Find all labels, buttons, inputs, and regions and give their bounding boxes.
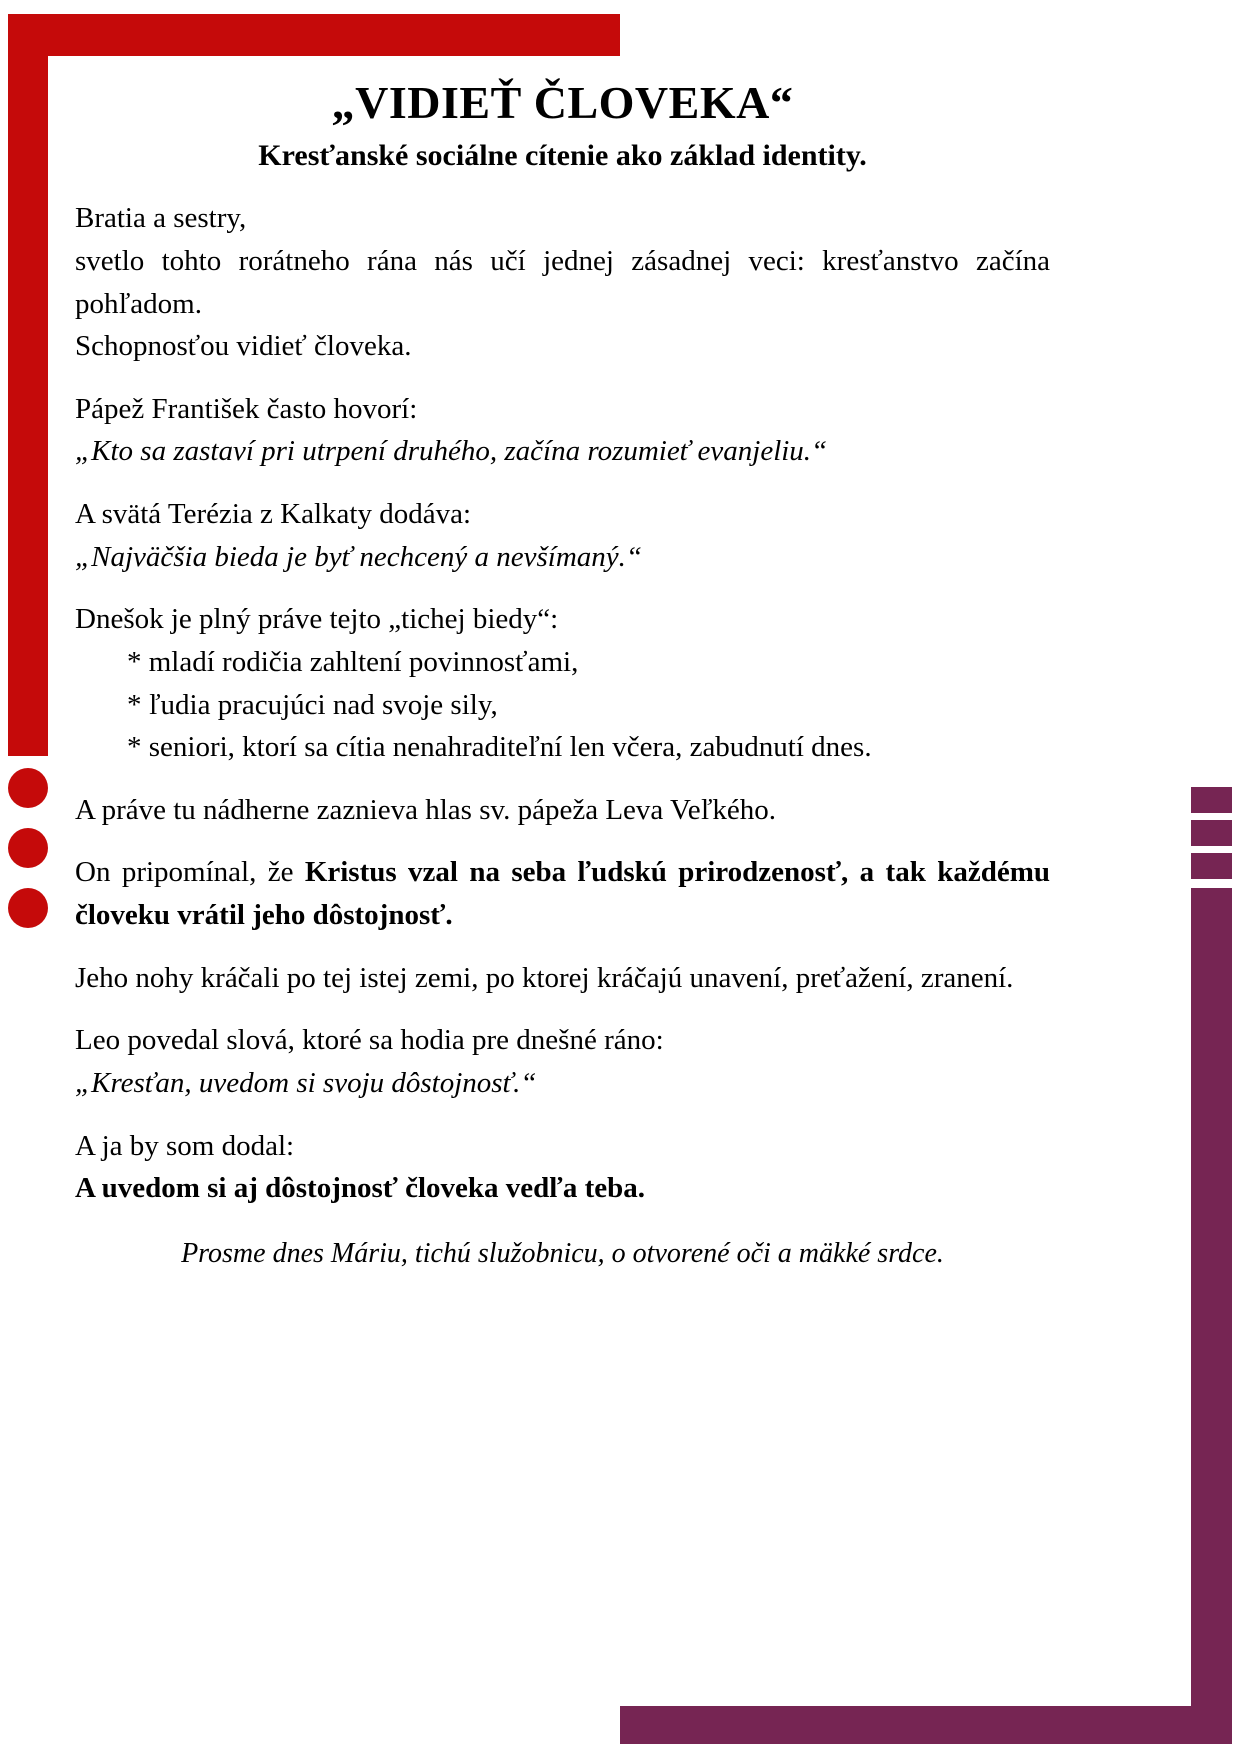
leo-feet-paragraph: Jeho nohy kráčali po tej istej zemi, po ktorej kráčajú unavení, preťažení, zranení. — [75, 961, 1014, 994]
list-item: * seniori, ktorí sa cítia nenahraditeľní len včera, zabudnutí dnes. — [127, 731, 872, 764]
pope-quote: „Kto sa zastaví pri utrpení druhého, začína rozumieť evanjeliu.“ — [75, 435, 828, 468]
list-item: * mladí rodičia zahltení povinnosťami, — [127, 645, 579, 678]
purple-right-bar-decoration — [1191, 888, 1232, 1706]
list-item: * ľudia pracujúci nad svoje sily, — [127, 688, 498, 721]
leo-intro-paragraph: A práve tu nádherne zaznieva hlas sv. pápeža Leva Veľkého. — [75, 793, 777, 826]
leo-reminder-emphasis: Kristus vzal na seba ľudskú prirodzenosť, a tak každému človeku vrátil jeho dôstojnosť. — [75, 856, 1050, 932]
leo-said-intro-line: Leo povedal slová, ktoré sa hodia pre dnešné ráno: — [75, 1024, 664, 1057]
closing-prayer-line: Prosme dnes Máriu, tichú služobnicu, o otvorené oči a mäkké srdce. — [181, 1237, 944, 1269]
teresa-quote: „Najväčšia bieda je byť nechcený a nevšímaný.“ — [75, 540, 643, 573]
author-addition-emphasis: A uvedom si aj dôstojnosť človeka vedľa teba. — [75, 1172, 646, 1205]
purple-square-decoration-2 — [1191, 820, 1232, 846]
today-intro-line: Dnešok je plný práve tejto „tichej biedy“: — [75, 603, 559, 636]
leo-reminder-paragraph — [75, 851, 1050, 936]
red-left-bar-decoration — [8, 14, 48, 756]
intro-paragraph-2: Schopnosťou vidieť človeka. — [75, 330, 412, 363]
red-dot-decoration-3 — [8, 888, 48, 928]
page-subtitle: Kresťanské sociálne cítenie ako základ identity. — [258, 139, 867, 173]
intro-paragraph-1: svetlo tohto rorátneho rána nás učí jednej zásadnej veci: kresťanstvo začína pohľadom. — [75, 244, 1050, 320]
page-title: „VIDIEŤ ČLOVEKA“ — [331, 77, 794, 128]
quiet-poverty-list — [75, 641, 1050, 769]
red-dot-decoration-2 — [8, 828, 48, 868]
purple-bottom-bar-decoration — [620, 1706, 1232, 1744]
pope-intro-line: Pápež František často hovorí: — [75, 392, 418, 425]
purple-square-decoration-3 — [1191, 853, 1232, 879]
leo-quote: „Kresťan, uvedom si svoju dôstojnosť.“ — [75, 1066, 537, 1099]
document-content — [75, 60, 1050, 1274]
greeting-line: Bratia a sestry, — [75, 202, 247, 235]
purple-square-decoration-1 — [1191, 787, 1232, 813]
teresa-intro-line: A svätá Terézia z Kalkaty dodáva: — [75, 498, 472, 531]
author-addition-intro: A ja by som dodal: — [75, 1129, 295, 1162]
leo-reminder-prefix: On pripomínal, že — [75, 856, 305, 889]
red-dot-decoration-1 — [8, 768, 48, 808]
red-top-bar-decoration — [8, 14, 620, 56]
